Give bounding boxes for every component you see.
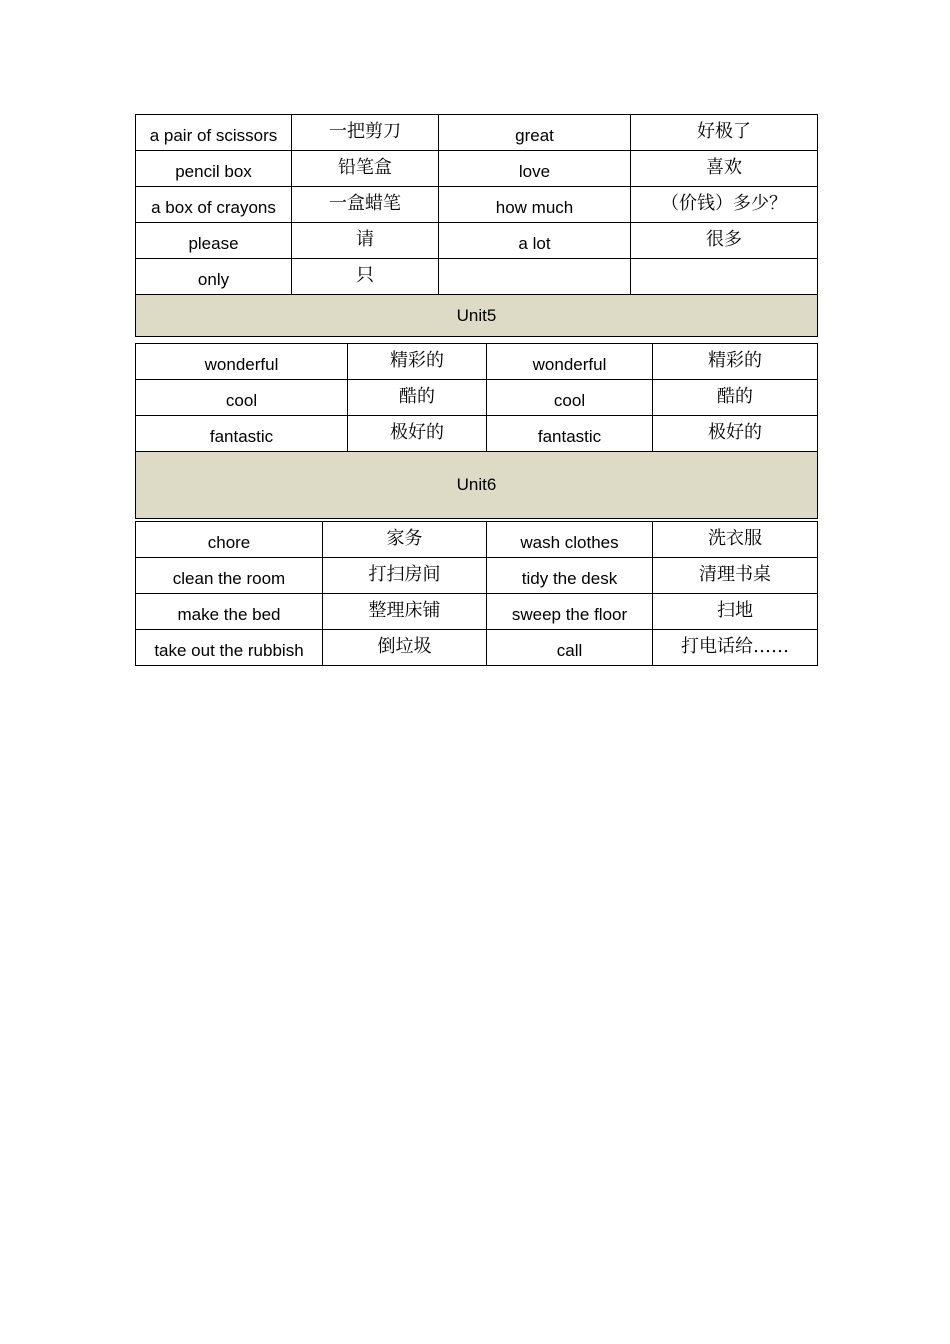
vocab-row	[136, 630, 818, 666]
chinese-meaning: （价钱）多少？	[631, 187, 818, 223]
chinese-meaning: 精彩的	[348, 344, 487, 380]
chinese-meaning: 极好的	[653, 416, 818, 452]
english-word: wonderful	[487, 344, 653, 380]
english-word: take out the rubbish	[136, 630, 323, 666]
english-word: sweep the floor	[487, 594, 653, 630]
vocab-row	[136, 522, 818, 558]
unit-title: Unit5	[136, 295, 818, 337]
english-word: love	[439, 151, 631, 187]
chinese-meaning: 好极了	[631, 115, 818, 151]
chinese-meaning: 扫地	[653, 594, 818, 630]
chinese-meaning: 打扫房间	[323, 558, 487, 594]
vocab-row	[136, 259, 818, 295]
unit5-table	[135, 343, 818, 519]
english-word: wash clothes	[487, 522, 653, 558]
chinese-meaning: 铅笔盒	[292, 151, 439, 187]
chinese-meaning: 请	[292, 223, 439, 259]
chinese-meaning: 酷的	[653, 380, 818, 416]
english-word: fantastic	[487, 416, 653, 452]
chinese-meaning: 一盒蜡笔	[292, 187, 439, 223]
english-word: chore	[136, 522, 323, 558]
english-word: cool	[487, 380, 653, 416]
english-word: call	[487, 630, 653, 666]
english-word: a lot	[439, 223, 631, 259]
unit-header-row	[136, 452, 818, 519]
vocab-row	[136, 416, 818, 452]
chinese-meaning: 打电话给……	[653, 630, 818, 666]
english-word: pencil box	[136, 151, 292, 187]
chinese-meaning: 酷的	[348, 380, 487, 416]
chinese-meaning: 喜欢	[631, 151, 818, 187]
chinese-meaning: 洗衣服	[653, 522, 818, 558]
unit-header-row	[136, 295, 818, 337]
english-word: fantastic	[136, 416, 348, 452]
vocab-row	[136, 344, 818, 380]
english-word	[439, 259, 631, 295]
chinese-meaning	[631, 259, 818, 295]
chinese-meaning: 整理床铺	[323, 594, 487, 630]
vocab-row	[136, 151, 818, 187]
chinese-meaning: 很多	[631, 223, 818, 259]
chinese-meaning: 只	[292, 259, 439, 295]
chinese-meaning: 精彩的	[653, 344, 818, 380]
vocab-row	[136, 187, 818, 223]
english-word: a box of crayons	[136, 187, 292, 223]
english-word: cool	[136, 380, 348, 416]
chinese-meaning: 极好的	[348, 416, 487, 452]
vocab-row	[136, 380, 818, 416]
english-word: wonderful	[136, 344, 348, 380]
chinese-meaning: 倒垃圾	[323, 630, 487, 666]
english-word: how much	[439, 187, 631, 223]
vocab-row	[136, 594, 818, 630]
chinese-meaning: 家务	[323, 522, 487, 558]
english-word: only	[136, 259, 292, 295]
english-word: please	[136, 223, 292, 259]
english-word: a pair of scissors	[136, 115, 292, 151]
vocab-row	[136, 558, 818, 594]
english-word: make the bed	[136, 594, 323, 630]
english-word: tidy the desk	[487, 558, 653, 594]
chinese-meaning: 清理书桌	[653, 558, 818, 594]
chinese-meaning: 一把剪刀	[292, 115, 439, 151]
vocab-row	[136, 115, 818, 151]
unit6-table	[135, 521, 818, 666]
vocab-row	[136, 223, 818, 259]
english-word: clean the room	[136, 558, 323, 594]
vocabulary-table	[135, 114, 818, 337]
unit-title: Unit6	[136, 452, 818, 519]
english-word: great	[439, 115, 631, 151]
